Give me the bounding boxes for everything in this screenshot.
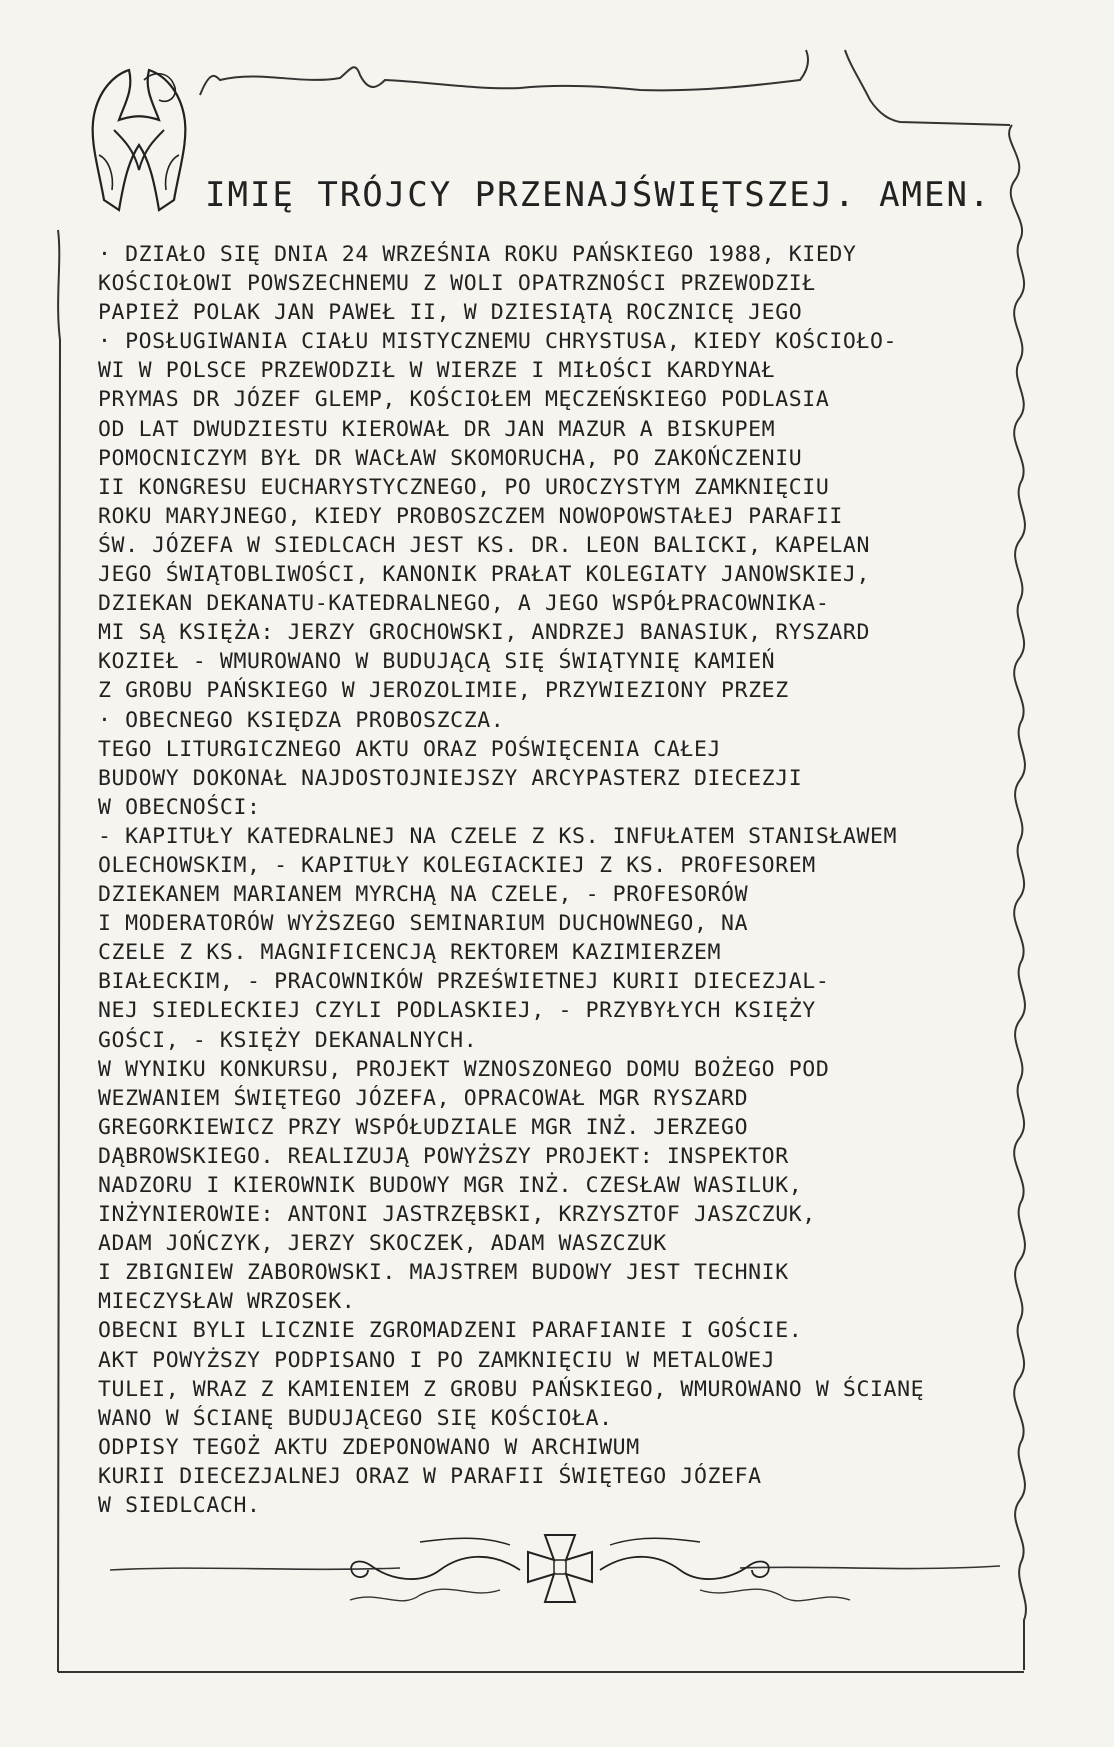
body-line: ŚW. JÓZEFA W SIEDLCACH JEST KS. DR. LEON BALICKI, KAPELAN [98,532,871,558]
body-line: Z GROBU PAŃSKIEGO W JEROZOLIMIE, PRZYWIEZIONY PRZEZ [98,678,789,704]
cross-scroll-ornament-icon [330,1530,790,1620]
body-line: KOZIEŁ - WMUROWANO W BUDUJĄCĄ SIĘ ŚWIĄTYNIĘ KAMIEŃ [98,649,776,675]
body-line: WEZWANIEM ŚWIĘTEGO JÓZEFA, OPRACOWAŁ MGR RYSZARD [98,1085,749,1111]
body-line: ADAM JOŃCZYK, JERZY SKOCZEK, ADAM WASZCZUK [98,1231,667,1257]
body-line: TEGO LITURGICZNEGO AKTU ORAZ POŚWIĘCENIA CAŁEJ [98,736,722,762]
body-line: OD LAT DWUDZIESTU KIEROWAŁ DR JAN MAZUR A BISKUPEM [98,416,776,442]
body-line: OBECNI BYLI LICZNIE ZGROMADZENI PARAFIANIE I GOŚCIE. [98,1318,803,1344]
body-line: II KONGRESU EUCHARYSTYCZNEGO, PO UROCZYSTYM ZAMKNIĘCIU [98,474,830,500]
body-line: DZIEKANEM MARIANEM MYRCHĄ NA CZELE, - PROFESORÓW [98,882,749,908]
body-line: I ZBIGNIEW ZABOROWSKI. MAJSTREM BUDOWY JEST TECHNIK [98,1260,789,1286]
body-line: CZELE Z KS. MAGNIFICENCJĄ REKTOREM KAZIMIERZEM [98,940,722,966]
body-line: AKT POWYŻSZY PODPISANO I PO ZAMKNIĘCIU W METALOWEJ [98,1347,776,1373]
document-body [98,240,1018,1520]
body-line: MIECZYSŁAW WRZOSEK. [98,1289,356,1315]
body-line: - KAPITUŁY KATEDRALNEJ NA CZELE Z KS. INFUŁATEM STANISŁAWEM [98,823,898,849]
body-line: · DZIAŁO SIĘ DNIA 24 WRZEŚNIA ROKU PAŃSKIEGO 1988, KIEDY [98,242,857,267]
body-line: GOŚCI, - KSIĘŻY DEKANALNYCH. [98,1027,478,1053]
body-line: NEJ SIEDLECKIEJ CZYLI PODLASKIEJ, - PRZYBYŁYCH KSIĘŻY [98,998,816,1024]
body-line: BIAŁECKIM, - PRACOWNIKÓW PRZEŚWIETNEJ KURII DIECEZJAL- [98,969,830,995]
body-line: KURII DIECEZJALNEJ ORAZ W PARAFII ŚWIĘTEGO JÓZEFA [98,1463,762,1489]
body-line: PAPIEŻ POLAK JAN PAWEŁ II, W DZIESIĄTĄ ROCZNICĘ JEGO [98,300,803,326]
body-line: W WYNIKU KONKURSU, PROJEKT WZNOSZONEGO DOMU BOŻEGO POD [98,1056,830,1082]
body-line: MI SĄ KSIĘŻA: JERZY GROCHOWSKI, ANDRZEJ BANASIUK, RYSZARD [98,620,871,646]
body-line: WI W POLSCE PRZEWODZIŁ W WIERZE I MIŁOŚCI KARDYNAŁ [98,358,776,384]
body-line: W SIEDLCACH. [98,1493,261,1519]
body-line: W OBECNOŚCI: [98,794,261,820]
body-line: DĄBROWSKIEGO. REALIZUJĄ POWYŻSZY PROJEKT: INSPEKTOR [98,1143,789,1169]
body-line: · POSŁUGIWANIA CIAŁU MISTYCZNEMU CHRYSTUSA, KIEDY KOŚCIOŁO- [98,329,898,355]
body-line: TULEI, WRAZ Z KAMIENIEM Z GROBU PAŃSKIEGO, WMUROWANO W ŚCIANĘ [98,1376,925,1402]
body-line: INŻYNIEROWIE: ANTONI JASTRZĘBSKI, KRZYSZTOF JASZCZUK, [98,1202,816,1228]
body-line: OLECHOWSKIM, - KAPITUŁY KOLEGIACKIEJ Z KS. PROFESOREM [98,852,816,878]
body-line: DZIEKAN DEKANATU-KATEDRALNEGO, A JEGO WSPÓŁPRACOWNIKA- [98,591,830,617]
body-line: I MODERATORÓW WYŻSZEGO SEMINARIUM DUCHOWNEGO, NA [98,911,749,937]
body-line: PRYMAS DR JÓZEF GLEMP, KOŚCIOŁEM MĘCZEŃSKIEGO PODLASIA [98,387,830,413]
body-line: KOŚCIOŁOWI POWSZECHNEMU Z WOLI OPATRZNOŚCI PRZEWODZIŁ [98,271,816,297]
ornamental-letter-w-icon [84,60,194,220]
body-line: WANO W ŚCIANĘ BUDUJĄCEGO SIĘ KOŚCIOŁA. [98,1405,613,1431]
body-line: JEGO ŚWIĄTOBLIWOŚCI, KANONIK PRAŁAT KOLEGIATY JANOWSKIEJ, [98,562,871,588]
body-line: BUDOWY DOKONAŁ NAJDOSTOJNIEJSZY ARCYPASTERZ DIECEZJI [98,765,803,791]
body-line: ODPISY TEGOŻ AKTU ZDEPONOWANO W ARCHIWUM [98,1434,640,1460]
body-line: · OBECNEGO KSIĘDZA PROBOSZCZA. [98,707,505,733]
body-line: ROKU MARYJNEGO, KIEDY PROBOSZCZEM NOWOPOWSTAŁEJ PARAFII [98,503,843,529]
document-title: IMIĘ TRÓJCY PRZENAJŚWIĘTSZEJ. AMEN. [205,175,992,215]
body-line: NADZORU I KIEROWNIK BUDOWY MGR INŻ. CZESŁAW WASILUK, [98,1173,803,1198]
body-line: POMOCNICZYM BYŁ DR WACŁAW SKOMORUCHA, PO ZAKOŃCZENIU [98,445,803,471]
body-line: GREGORKIEWICZ PRZY WSPÓŁUDZIALE MGR INŻ. JERZEGO [98,1114,749,1140]
